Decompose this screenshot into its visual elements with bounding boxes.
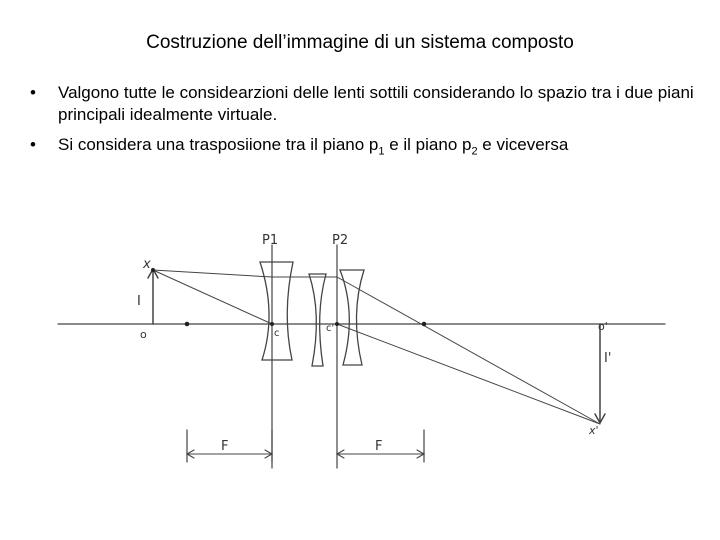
bullet-marker: • bbox=[30, 135, 36, 154]
lens-middle bbox=[309, 274, 326, 366]
image-tip-label: x' bbox=[589, 424, 599, 437]
object-label: I bbox=[137, 294, 141, 309]
bullet-item-2 bbox=[30, 134, 710, 162]
optics-sketch bbox=[0, 210, 720, 490]
bullet-list bbox=[30, 82, 710, 162]
bullet-text-1: Valgono tutte le considearzioni delle lenti sottili considerando lo spazio tra i due piani principali idealmente virtuale. bbox=[58, 83, 694, 124]
focus-point-right bbox=[422, 322, 427, 327]
focus-point-left bbox=[185, 322, 190, 327]
object-tip-point bbox=[151, 268, 155, 272]
bullet-item-1 bbox=[30, 82, 710, 126]
ray-to-plane bbox=[153, 270, 272, 277]
center-label-1: c bbox=[274, 328, 280, 339]
image-base-label: o' bbox=[598, 320, 608, 333]
lens-right bbox=[340, 270, 364, 365]
center-point-2 bbox=[335, 322, 339, 326]
slide-title: Costruzione dell’immagine di un sistema composto bbox=[146, 32, 574, 53]
ray-to-image-1 bbox=[337, 277, 600, 424]
focal-label-right: F bbox=[375, 439, 383, 454]
center-point-1 bbox=[270, 322, 274, 326]
bullet-marker: • bbox=[30, 83, 36, 102]
bullet-text-2-middle: e il piano p bbox=[384, 135, 472, 154]
plane-label-1: P1 bbox=[262, 233, 279, 248]
bullet-text-2-start: Si considera una trasposiione tra il piano p bbox=[58, 135, 379, 154]
center-label-2: c' bbox=[326, 323, 335, 334]
subscript-2: 2 bbox=[471, 145, 478, 158]
object-top-label: x bbox=[143, 257, 151, 272]
ray-to-image-2 bbox=[337, 324, 600, 424]
focal-label-left: F bbox=[221, 439, 229, 454]
plane-label-2: P2 bbox=[332, 233, 349, 248]
object-base-label: o bbox=[140, 328, 147, 341]
image-label: I' bbox=[604, 351, 612, 366]
bullet-text-2-end: e viceversa bbox=[477, 135, 569, 154]
ray-through-center bbox=[153, 270, 272, 324]
subscript-1: 1 bbox=[378, 145, 385, 158]
